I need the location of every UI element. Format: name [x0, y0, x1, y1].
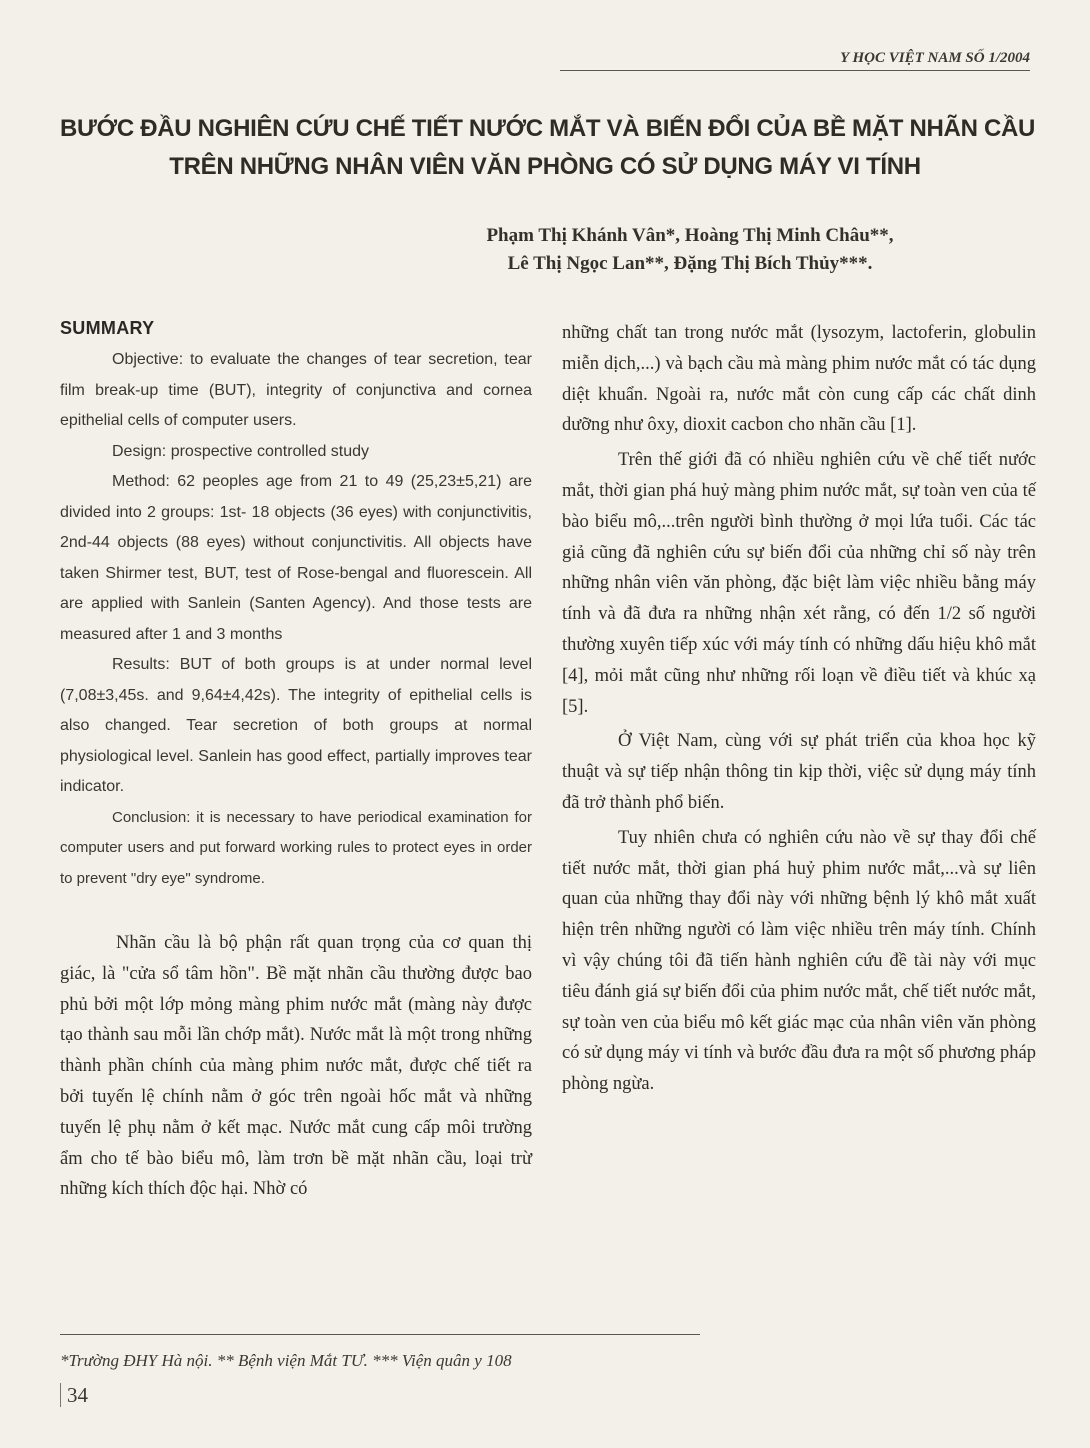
footnote: *Trường ĐHY Hà nội. ** Bệnh viện Mắt TƯ. *** Viện quân y 108 — [60, 1351, 512, 1370]
intro-left — [60, 928, 532, 1205]
author-list — [380, 222, 1000, 278]
authors-line-2: Lê Thị Ngọc Lan**, Đặng Thị Bích Thủy***. — [507, 253, 873, 274]
summary-objective: Objective: to evaluate the changes of tear secretion, tear film break-up time (BUT), integrity of conjunctiva and cornea epithelial cells of computer users. — [60, 351, 532, 429]
right-column — [562, 318, 1036, 1100]
intro-right — [562, 318, 1036, 1100]
body-paragraph: Ở Việt Nam, cùng với sự phát triển của khoa học kỹ thuật và sự tiếp nhận thông tin kịp thời, việc sử dụng máy tính đã trở thành phổ biến. — [562, 731, 1036, 813]
authors-line-1: Phạm Thị Khánh Vân*, Hoàng Thị Minh Châu**, — [486, 225, 894, 246]
body-paragraph: Tuy nhiên chưa có nghiên cứu nào về sự thay đổi chế tiết nước mắt, thời gian phá huỷ phim nước mắt,...và sự liên quan của những thay đổi này với những bệnh lý khô mắt xuất hiện trên những người có làm việc nhiều trên máy tính. Chính vì vậy chúng tôi đã tiến hành nghiên cứu đề tài này với mục tiêu đánh giá sự biến đổi của phim nước mắt, chế tiết nước mắt, sự toàn ven của biểu mô kết giác mạc của nhân viên văn phòng có sử dụng máy vi tính và bước đầu đưa ra một số phương pháp phòng ngừa. — [562, 827, 1036, 1095]
summary-results: Results: BUT of both groups is at under normal level (7,08±3,45s. and 9,64±4,42s). The integrity of epithelial cells is also changed. Tear secretion of both groups at normal physiological level. Sanlein has good effect, partially improves tear indicator. — [60, 656, 532, 795]
body-paragraph: Trên thế giới đã có nhiều nghiên cứu về chế tiết nước mắt, thời gian phá huỷ màng phim nước mắt, sự toàn ven của tế bào biểu mô,...trên người bình thường ở mọi lứa tuổi. Các tác giả cũng đã nghiên cứu sự biến đổi của những chỉ số này trên những nhân viên văn phòng, đặc biệt làm việc nhiều bằng máy tính và đã đưa ra những nhận xét rằng, có đến 1/2 số người thường xuyên tiếp xúc với máy tính có những dấu hiệu khô mắt [4], mỏi mắt cũng như những rối loạn về điều tiết và khúc xạ [5]. — [562, 450, 1036, 717]
summary-design: Design: prospective controlled study — [112, 442, 370, 460]
summary-section — [60, 318, 532, 894]
summary-method: Method: 62 peoples age from 21 to 49 (25,23±5,21) are divided into 2 groups: 1st- 18 objects (36 eyes) with conjunctivitis, 2nd-44 objects (88 eyes) without conjunctivitis. All objects have taken Shirmer test, BUT, test of Rose-bengal and fluorescein. All are applied with Sanlein (Santen Agency). And those tests are measured after 1 and 3 months — [60, 473, 532, 643]
title-line-1: BƯỚC ĐẦU NGHIÊN CỨU CHẾ TIẾT NƯỚC MẮT VÀ BIẾN ĐỔI CỦA BỀ MẶT NHÃN CẦU — [60, 115, 1036, 142]
title-line-2: TRÊN NHỮNG NHÂN VIÊN VĂN PHÒNG CÓ SỬ DỤNG MÁY VI TÍNH — [169, 153, 921, 180]
footnote-divider — [60, 1334, 700, 1335]
page-number: 34 — [60, 1383, 88, 1407]
body-paragraph: Nhãn cầu là bộ phận rất quan trọng của cơ quan thị giác, là "cửa sổ tâm hồn". Bề mặt nhãn cầu thường được bao phủ bởi một lớp mỏng màng phim nước mắt (màng này được tạo thành sau mỗi lần chớp mắt). Nước mắt là một trong những thành phần chính của màng phim nước mắt, được chế tiết ra bởi tuyến lệ chính nằm ở góc trên ngoài hốc mắt và những tuyến lệ phụ nằm ở kết mạc. Nước mắt cung cấp môi trường ẩm cho tế bào biểu mô, làm trơn bề mặt nhãn cầu, loại trừ những kích thích độc hại. Nhờ có — [60, 933, 532, 1200]
left-column — [60, 318, 532, 1205]
summary-conclusion: Conclusion: it is necessary to have periodical examination for computer users and put forward working rules to protect eyes in order to prevent "dry eye" syndrome. — [60, 808, 532, 887]
journal-header: Y HỌC VIỆT NAM SỐ 1/2004 — [560, 50, 1030, 71]
summary-heading: SUMMARY — [60, 318, 155, 338]
article-title — [60, 110, 1036, 186]
body-paragraph: những chất tan trong nước mắt (lysozym, lactoferin, globulin miễn dịch,...) và bạch cầu mà màng phim nước mắt có tác dụng diệt khuẩn. Ngoài ra, nước mắt còn cung cấp các chất dinh dưỡng như ôxy, dioxit cacbon cho nhãn cầu [1]. — [562, 323, 1036, 436]
